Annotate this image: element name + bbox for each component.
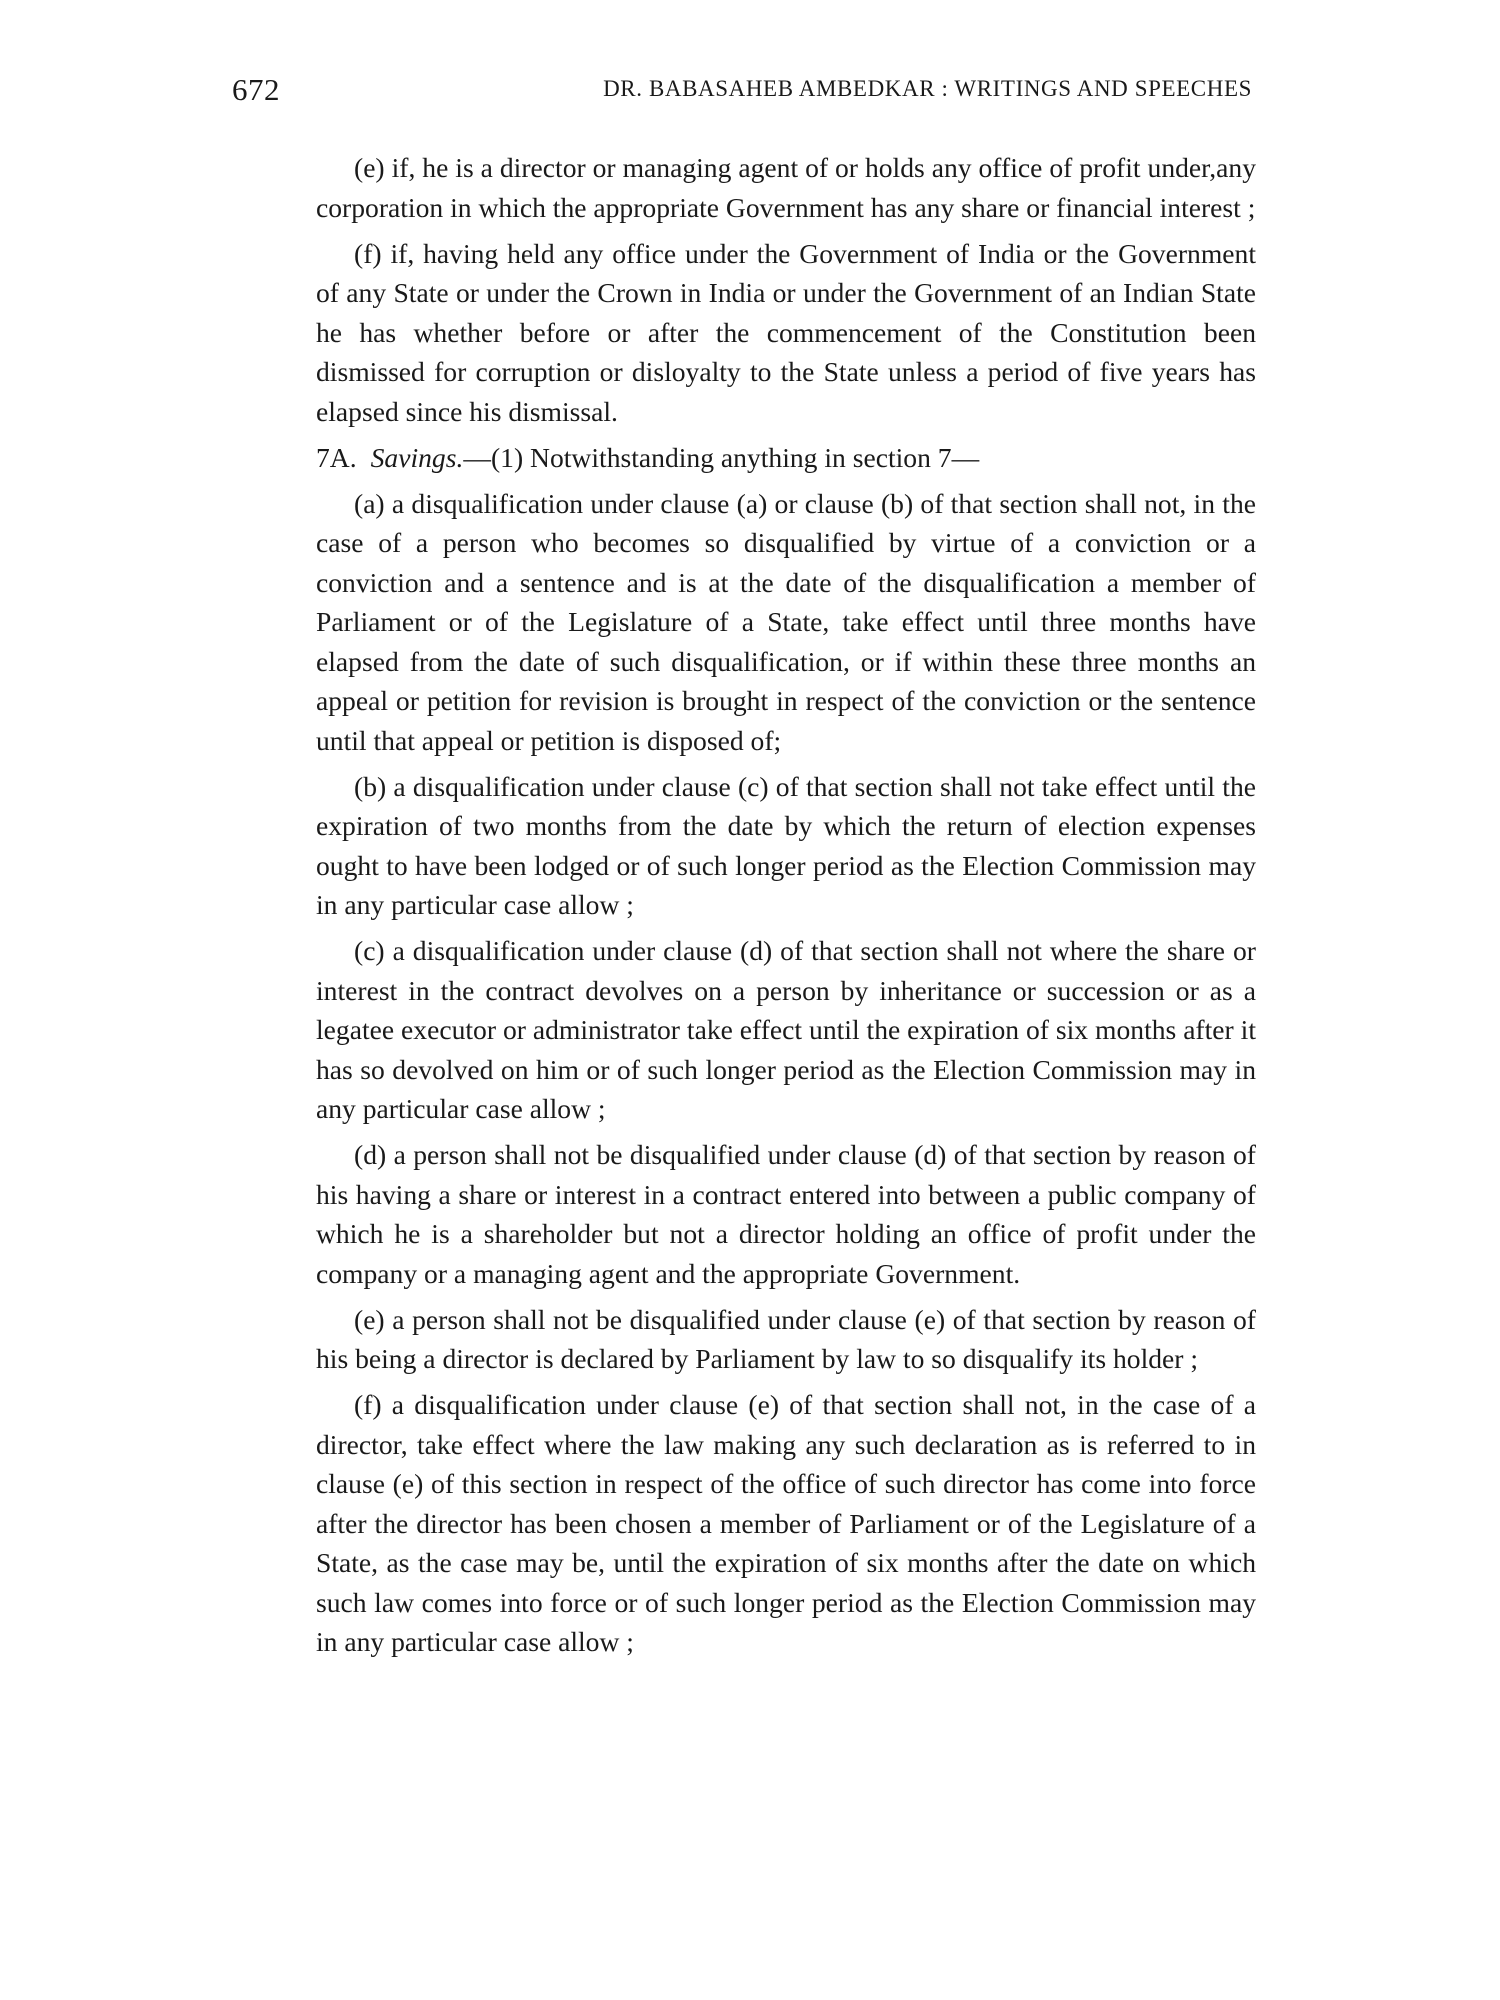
clause-e-paragraph: (e) if, he is a director or managing agent of or holds any office of profit under,any corporation in which the appropriate Government has any share or financial interest ;	[316, 152, 1256, 223]
section-heading: Savings.	[370, 441, 464, 473]
savings-clause-a: (a) a disqualification under clause (a) or clause (b) of that section shall not, in the case of a person who becomes so disqualified by virtue of a conviction or a conviction and a sentence and is at the date of the disqualification a member of Parliament or of the Legislature of a State, take effect until three months have elapsed from the date of such disqualification, or if within these three months an appeal or petition for revision is brought in respect of the conviction or the sentence until that appeal or petition is disposed of;	[316, 487, 1256, 756]
section-7a	[316, 438, 1256, 478]
page-header	[232, 72, 1252, 112]
page-number: 672	[232, 72, 280, 107]
running-title: DR. BABASAHEB AMBEDKAR : WRITINGS AND SPEECHES	[603, 76, 1252, 101]
section-label: 7A.	[316, 441, 357, 473]
savings-clause-c: (c) a disqualification under clause (d) of that section shall not where the share or interest in the contract devolves on a person by inheritance or succession or as a legatee executor or administrator take effect until the expiration of six months after it has so devolved on him or of such longer period as the Election Commission may in any particular case allow ;	[316, 935, 1256, 1124]
section-intro-text: —(1) Notwithstanding anything in section 7—	[463, 441, 980, 473]
page-body	[316, 148, 1256, 1668]
savings-clause-d: (d) a person shall not be disqualified under clause (d) of that section by reason of his having a share or interest in a contract entered into between a public company of which he is a shareholder but not a director holding an office of profit under the company or a managing agent and the appropriate Government.	[316, 1139, 1256, 1289]
clause-f-paragraph: (f) if, having held any office under the Government of India or the Government of any State or under the Crown in India or under the Government of an Indian State he has whether before or after the commencement of the Constitution been dismissed for corruption or disloyalty to the State unless a period of five years has elapsed since his dismissal.	[316, 237, 1256, 427]
savings-clause-e: (e) a person shall not be disqualified under clause (e) of that section by reason of his being a director is declared by Parliament by law to so disqualify its holder ;	[316, 1303, 1256, 1374]
savings-clause-b: (b) a disqualification under clause (c) of that section shall not take effect until the expiration of two months from the date by which the return of election expenses ought to have been lodged or of such longer period as the Election Commission may in any particular case allow ;	[316, 770, 1256, 920]
savings-clause-f: (f) a disqualification under clause (e) of that section shall not, in the case of a director, take effect where the law making any such declaration as is referred to in clause (e) of this section in respect of the office of such director has come into force after the director has been chosen a member of Parliament or of the Legislature of a State, as the case may be, until the expiration of six months after the date on which such law comes into force or of such longer period as the Election Commission may in any particular case allow ;	[316, 1389, 1256, 1657]
